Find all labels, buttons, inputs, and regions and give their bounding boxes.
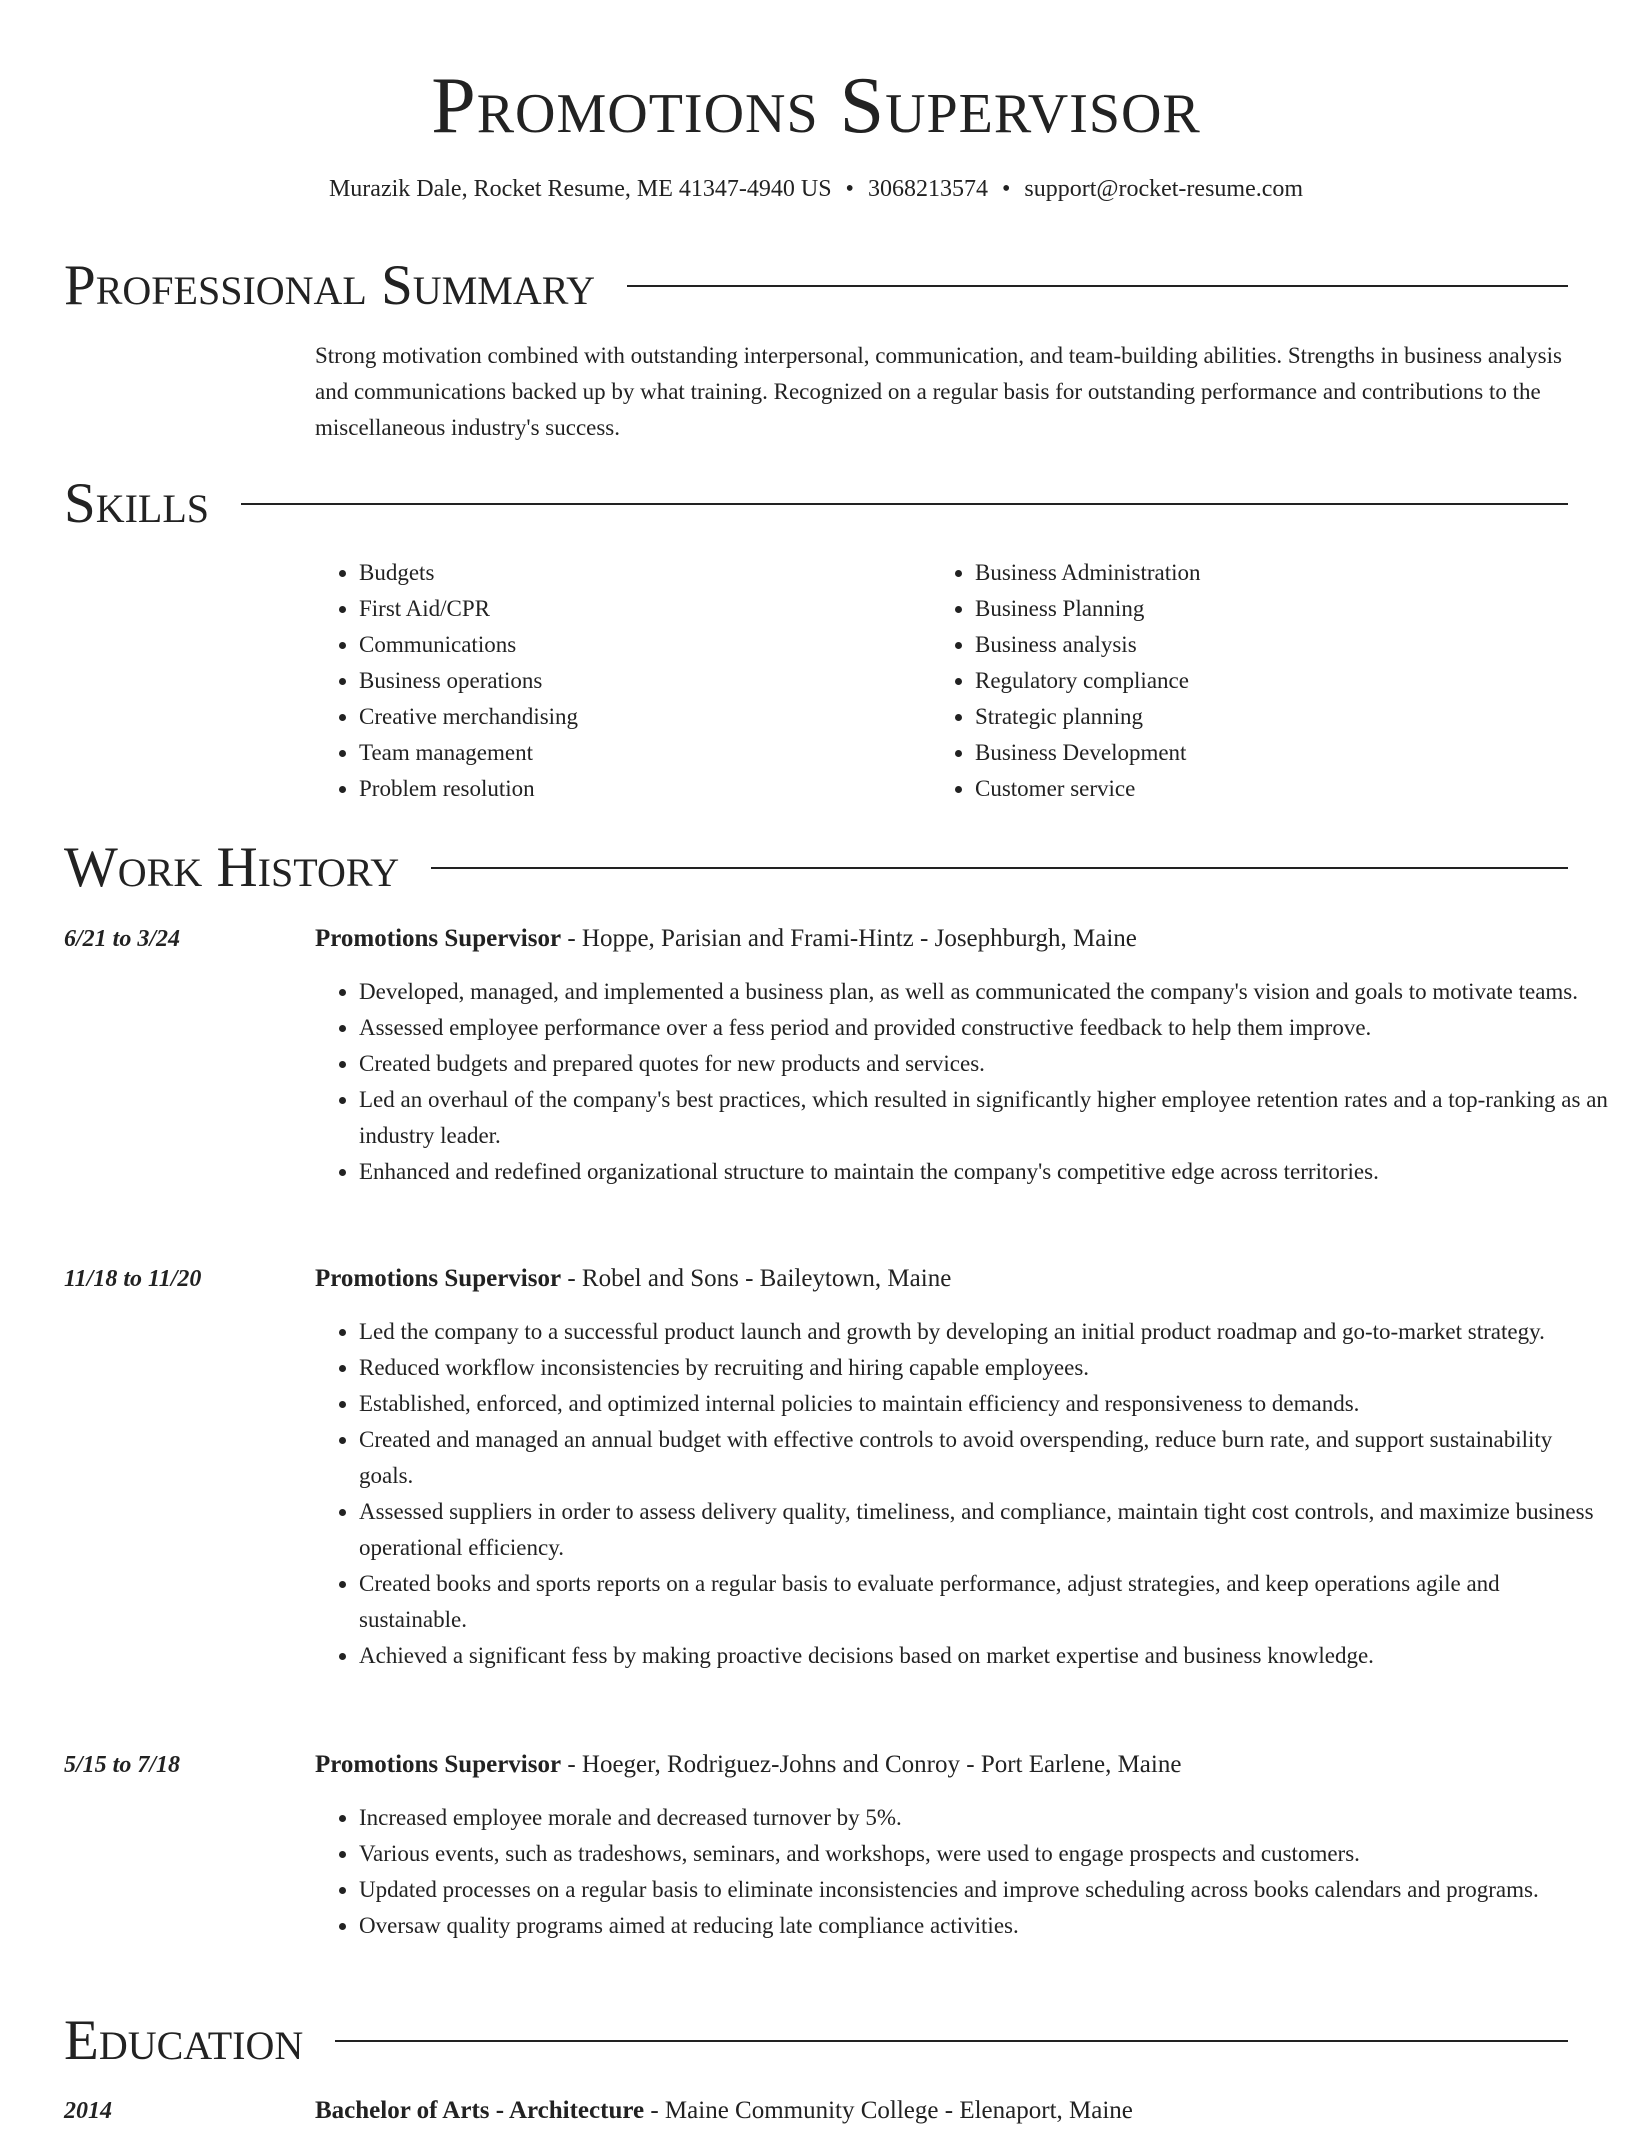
job-bullet: • Established, enforced, and optimized internal policies to maintain efficiency and responsiveness to demands. — [359, 1386, 1609, 1422]
job-heading — [315, 1747, 1565, 1783]
contact-separator: • — [845, 176, 854, 202]
contact-separator: • — [1001, 176, 1011, 202]
job-bullet: • Various events, such as tradeshows, seminars, and workshops, were used to engage prospects and customers. — [359, 1836, 1609, 1872]
skill-item: • Creative merchandising — [359, 699, 578, 735]
job-title: Promotions Supervisor — [315, 925, 562, 952]
job-bullet: • Oversaw quality programs aimed at reducing late compliance activities. — [359, 1908, 1609, 1944]
skills-list-left — [315, 555, 578, 807]
skill-item: • Communications — [359, 627, 578, 663]
skill-item: • First Aid/CPR — [359, 591, 578, 627]
skill-item: • Team management — [359, 735, 578, 771]
contact-address: Murazik Dale, Rocket Resume, ME 41347-4940 US — [328, 176, 832, 202]
skill-item: • Customer service — [975, 771, 1201, 807]
skill-item: • Business analysis — [975, 627, 1201, 663]
skill-item: • Strategic planning — [975, 699, 1201, 735]
job-employer-location: - Hoeger, Rodriguez-Johns and Conroy - Port Earlene, Maine — [561, 1751, 1182, 1778]
skill-item: • Business Planning — [975, 591, 1201, 627]
job-heading — [315, 1261, 1565, 1297]
job-heading — [315, 921, 1565, 957]
summary-text: Strong motivation combined with outstanding interpersonal, communication, and team-building abilities. Strengths in business analysis and communications backed up by what training. Recognized on a regular basis for outstanding performance and contributions to the miscellaneous industry's success. — [315, 343, 1562, 440]
education-section-header — [64, 2009, 1568, 2073]
work-section-header — [64, 836, 1568, 900]
job-bullets — [315, 1314, 1609, 1674]
job-bullet: • Updated processes on a regular basis to eliminate inconsistencies and improve scheduling across books calendars and programs. — [359, 1872, 1609, 1908]
education-degree: Bachelor of Arts - Architecture — [315, 2097, 645, 2124]
section-divider — [431, 867, 1568, 869]
job-bullet: • Reduced workflow inconsistencies by recruiting and hiring capable employees. — [359, 1350, 1609, 1386]
job-bullet: • Created and managed an annual budget with effective controls to avoid overspending, reduce burn rate, and support sustainability goals. — [359, 1422, 1609, 1494]
job-bullet: • Assessed suppliers in order to assess delivery quality, timeliness, and compliance, maintain tight cost controls, and maximize business operational efficiency. — [359, 1494, 1609, 1566]
job-bullet: • Enhanced and redefined organizational structure to maintain the company's competitive edge across territories. — [359, 1154, 1609, 1190]
education-heading — [315, 2093, 1565, 2129]
skill-item: • Business Administration — [975, 555, 1201, 591]
job-bullet: • Created books and sports reports on a regular basis to evaluate performance, adjust strategies, and keep operations agile and sustainable. — [359, 1566, 1609, 1638]
job-dates: 11/18 to 11/20 — [64, 1266, 202, 1292]
skill-item: • Regulatory compliance — [975, 663, 1201, 699]
job-title: Promotions Supervisor — [315, 1751, 562, 1778]
job-bullets — [315, 1800, 1609, 1944]
education-section-title: Education — [64, 2009, 304, 2072]
job-bullet: • Created budgets and prepared quotes for new products and services. — [359, 1046, 1609, 1082]
job-bullet: • Led an overhaul of the company's best practices, which resulted in significantly higher employee retention rates and a top-ranking as an industry leader. — [359, 1082, 1609, 1154]
contact-phone: 3068213574 — [867, 176, 988, 202]
job-dates: 5/15 to 7/18 — [64, 1752, 181, 1778]
skills-section-title: Skills — [64, 472, 210, 535]
section-divider — [241, 503, 1568, 505]
contact-line — [0, 172, 1632, 206]
skills-list-right — [931, 555, 1201, 807]
education-year: 2014 — [64, 2098, 112, 2124]
work-section-title: Work History — [64, 836, 400, 899]
job-bullet: • Increased employee morale and decreased turnover by 5%. — [359, 1800, 1609, 1836]
contact-email: support@rocket-resume.com — [1024, 176, 1304, 202]
job-employer-location: - Robel and Sons - Baileytown, Maine — [561, 1265, 952, 1292]
summary-section-title: Professional Summary — [64, 254, 596, 317]
job-bullet: • Led the company to a successful product launch and growth by developing an initial product roadmap and go-to-market strategy. — [359, 1314, 1609, 1350]
job-title: Promotions Supervisor — [315, 1265, 562, 1292]
education-school-location: - Maine Community College - Elenaport, Maine — [644, 2097, 1133, 2124]
job-bullet: • Assessed employee performance over a fess period and provided constructive feedback to help them improve. — [359, 1010, 1609, 1046]
job-employer-location: - Hoppe, Parisian and Frami-Hintz - Josephburgh, Maine — [561, 925, 1137, 952]
skill-item: • Problem resolution — [359, 771, 578, 807]
section-divider — [627, 285, 1568, 287]
skill-item: • Business Development — [975, 735, 1201, 771]
summary-section-header — [64, 254, 1568, 318]
job-dates: 6/21 to 3/24 — [64, 926, 181, 952]
job-bullet: • Achieved a significant fess by making proactive decisions based on market expertise and business knowledge. — [359, 1638, 1609, 1674]
skills-section-header — [64, 472, 1568, 536]
skill-item: • Business operations — [359, 663, 578, 699]
skill-item: • Budgets — [359, 555, 578, 591]
candidate-name: Promotions Supervisor — [431, 62, 1201, 150]
job-bullet: • Developed, managed, and implemented a business plan, as well as communicated the company's vision and goals to motivate teams. — [359, 974, 1609, 1010]
section-divider — [335, 2040, 1568, 2042]
job-bullets — [315, 974, 1609, 1190]
